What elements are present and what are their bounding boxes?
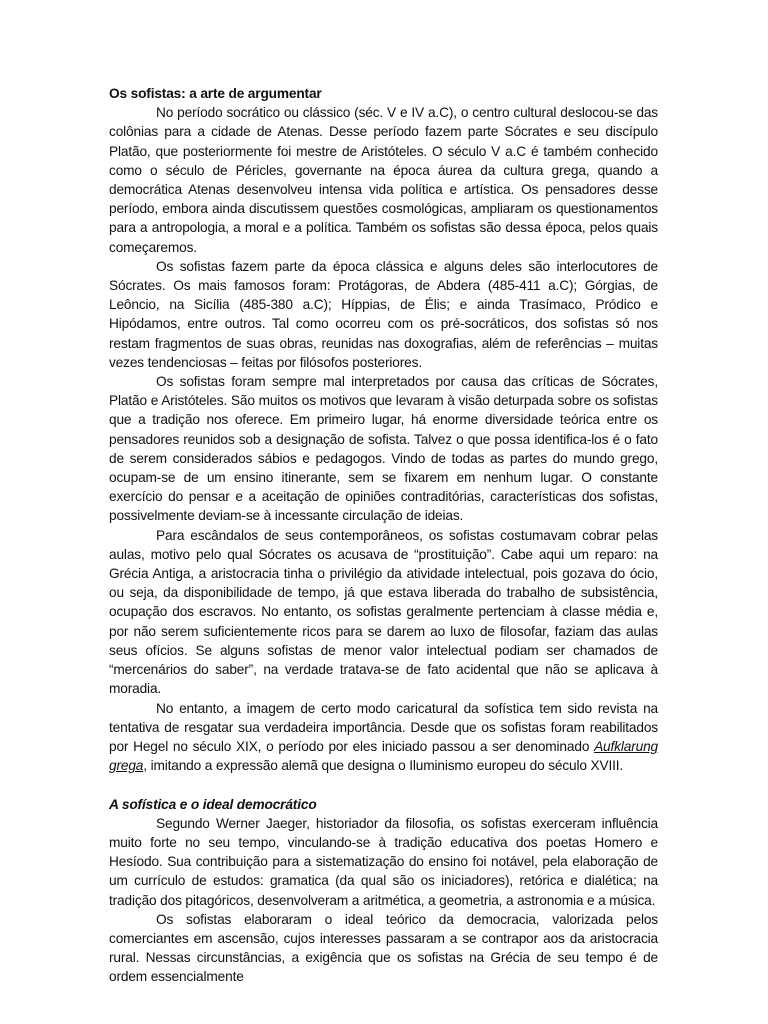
document-page xyxy=(109,84,658,987)
section-spacer xyxy=(109,775,658,794)
paragraph-text-after: , imitando a expressão alemã que designa o Iluminismo europeu do século XVIII. xyxy=(143,758,624,774)
paragraph: Segundo Werner Jaeger, historiador da filosofia, os sofistas exerceram influência muito forte no seu tempo, vinculando-se à tradição educativa dos poetas Homero e Hesíodo. Sua contribuição para a sistematização do ensino foi notável, pela elaboração de um currículo de estudos: gramatica (da qual são os iniciadores), retórica e dialética; na tradição dos pitagóricos, desenvolveram a aritmética, a geometria, a astronomia e a música. xyxy=(109,815,658,908)
paragraph: No período socrático ou clássico (séc. V e IV a.C), o centro cultural deslocou-se das colônias para a cidade de Atenas. Desse período fazem parte Sócrates e seu discípulo Platão, que posteriormente foi mestre de Aristóteles. O século V a.C é também conhecido como o século de Péricles, governante na época áurea da cultura grega, quando a democrática Atenas desenvolveu intensa vida política e artística. Os pensadores desse período, embora ainda discutissem questões cosmológicas, ampliaram os questionamentos para a antropologia, a moral e a política. Também os sofistas são dessa época, pelos quais começaremos. xyxy=(109,105,658,255)
section-title-sofistas: Os sofistas: a arte de argumentar xyxy=(109,86,322,101)
paragraph: Os sofistas fazem parte da época clássica e alguns deles são interlocutores de Sócrates. Os mais famosos foram: Protágoras, de Abdera (485-411 a.C); Górgias, de Leôncio, na Sicília (485-380 a.C); Híppias, de Élis; e ainda Trasímaco, Pródico e Hipódamos, entre outros. Tal como ocorreu com os pré-socráticos, dos sofistas só nos restam fragmentos de suas obras, reunidas nas doxografias, além de referências – muitas vezes tendenciosas – feitas por filósofos posteriores. xyxy=(109,258,658,370)
paragraph: Os sofistas elaboraram o ideal teórico da democracia, valorizada pelos comerciantes em ascensão, cujos interesses passaram a se contrapor aos da aristocracia rural. Nessas circunstâncias, a exigência que os sofistas na Grécia de seu tempo é de ordem essencialmente xyxy=(109,911,658,985)
paragraph-text-before: No entanto, a imagem de certo modo caricatural da sofística tem sido revista na tentativa de resgatar sua verdadeira importância. Desde que os sofistas foram reabilitados por Hegel no século XIX, o período por eles iniciado passou a ser denominado xyxy=(109,700,658,754)
paragraph-aufklarung xyxy=(109,699,658,776)
aufklarung-emphasis: Aufklarung grega xyxy=(109,738,658,774)
paragraph: Os sofistas foram sempre mal interpretados por causa das críticas de Sócrates, Platão e Aristóteles. São muitos os motivos que levaram à visão deturpada sobre os sofistas que a tradição nos oferece. Em primeiro lugar, há enorme diversidade teórica entre os pensadores reunidos sob a designação de sofista. Talvez o que possa identifica-los é o fato de serem considerados sábios e pedagogos. Vindo de todas as partes do mundo grego, ocupam-se de um ensino itinerante, sem se fixarem em nenhum lugar. O constante exercício do pensar e a aceitação de opiniões contraditórias, características dos sofistas, possivelmente deviam-se à incessante circulação de ideias. xyxy=(109,374,658,524)
paragraph: Para escândalos de seus contemporâneos, os sofistas costumavam cobrar pelas aulas, motivo pelo qual Sócrates os acusava de “prostituição”. Cabe aqui um reparo: na Grécia Antiga, a aristocracia tinha o privilégio da atividade intelectual, pois gozava do ócio, ou seja, da disponibilidade de tempo, já que estava liberada do trabalho de subsistência, ocupação dos escravos. No entanto, os sofistas geralmente pertenciam à classe média e, por não serem suficientemente ricos para se darem ao luxo de filosofar, faziam das aulas seus ofícios. Se alguns sofistas de menor valor intelectual podiam ser chamados de “mercenários do saber”, na verdade tratava-se de fato acidental que não se aplicava à moradia. xyxy=(109,527,658,697)
section-title-ideal-democratico: A sofística e o ideal democrático xyxy=(109,796,317,812)
